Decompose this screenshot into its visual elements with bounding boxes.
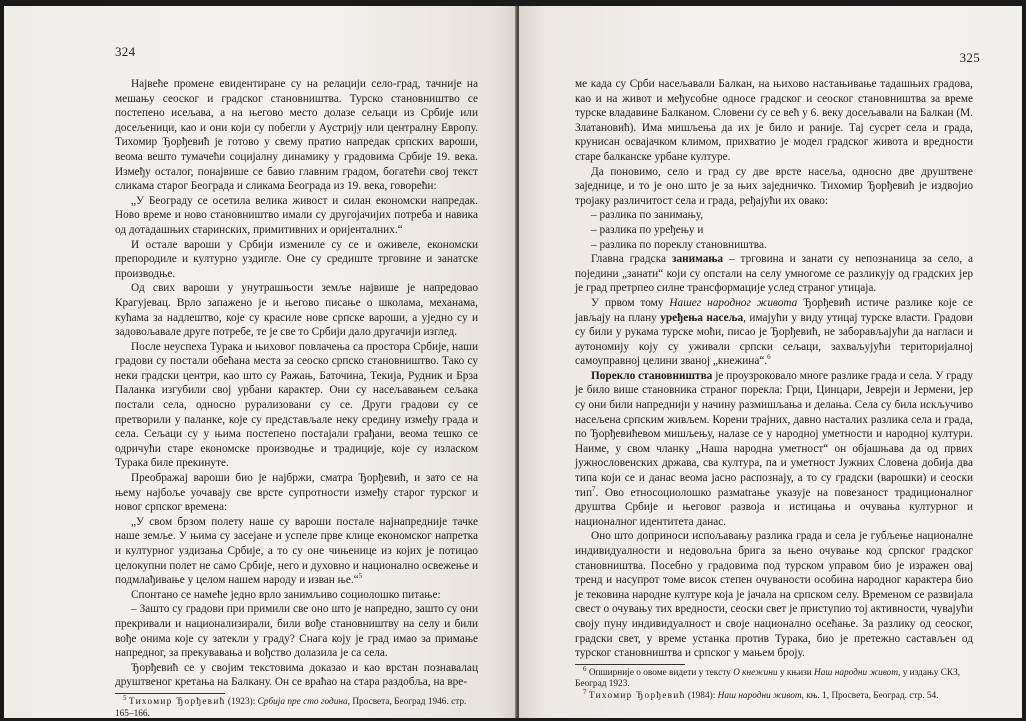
text-run: – трговина и занати су непознаница за село, а поједини „занати“ који су опстали на селу умногоме се разликују од градских јер је град претрпео силне трансформације услед страног утицаја. (575, 253, 973, 295)
footnote-rule (575, 664, 685, 665)
footnote (575, 687, 973, 703)
footnote (575, 664, 973, 691)
footnote-mark: 6 (583, 664, 587, 673)
text-run: је проузроковало многе разлике града и села. У граду је било више становника страног порекла: Грци, Цинцари, Јевреји и Јермени, јер су они били напреднији у начину размишљања и делања. Села су била искључиво насељена српским живљем. Корени трајних, давно насталих разлика села и града, по Ђорђевићевом мишљењу, налазе се у народној уметности и народној култури. Наиме, у свом чланку „Наша народна уметност“ он објашњава да од првих јужнословенских држава, сва култура, па и уметност Јужних Словена добија два типа који се и данас веома јасно распознају, а то су градски (варошки) и сеоски тип (575, 369, 973, 499)
footnote-text: Опширније о овоме видети у тексту (588, 667, 734, 678)
bold-term: уређења насеља (660, 311, 744, 324)
italic-title: Нашег народног живота (669, 296, 798, 309)
quote-text: „У свом брзом полету наше су вароши постале најнапредније тачке наше земље. У њима су засејане и успеле прве клице економског напретка и културног уздизања Србије, а то су оне чињенице из којих је потицао целокупни полет не само Србије, него и духовно и национално освежење и подмлађивање у целом нашем народу и изван ње.“ (115, 515, 478, 587)
left-page (4, 6, 517, 718)
paragraph (575, 252, 973, 296)
right-page-body (575, 77, 973, 703)
text-run: Главна градска (591, 253, 672, 266)
footnote-title: Наш народни живот (717, 690, 802, 701)
right-page (519, 6, 1022, 718)
page-number-left: 324 (115, 44, 136, 59)
footnote-mark: 7 (583, 687, 587, 696)
paragraph: Оно што доприноси испољавању разлика града и села је губљење националне индивидуалности и недовољна брига за њено очување код српског градског становништва. Посебно у градовима под турском управом био је изражен овај тренд и насупрот томе висок степен очуваности особина народног карактера био је тековина народне културе која је јачала на српском селу. Временом се развијала свест о очувању тих вредности, сеоски свет је приступио тој активности, чувајући своју пуну индивидуалност и своје национално осећање. За разлику од сеоског, градски свет, у време устанка против Турака, био је претежно састављен од турског становништва и српског у мањем броју. (575, 530, 973, 660)
text-run: , имајући у виду утицај турске власти. Градови су били у рукама турске моћи, писао је Ђорђевић, не заборављајући да нагласи и аутономију коју су уживали српски сељаци, захваљујући територијалној самоуправној целини званој „кнежина“. (575, 311, 973, 368)
footnote-year: (1923): (227, 696, 256, 707)
paragraph: После неуспеха Турака и њиховог повлачења са простора Србије, наши градови су постали обећана места за сеоско српско становништво. Тако су неки градски центри, као што су Ражањ, Баточина, Текија, Рудник и Брза Паланка изгубили свој урбани карактер. Они су насељавањем сељака постали села, односно рурализовани су се. Други градови су се претворили у паланке, које су представљале неку средину између града и села. Сељаци су у њима постепено постајали грађани, веома тешко се одричући старе економске производње и традиције, које су изласком Турака биле прекинуте. (115, 340, 478, 470)
footnote-ref: 6 (767, 353, 771, 362)
footnote-title: Србија пре сто година (257, 696, 348, 707)
bold-term: Порекло становништва (591, 369, 713, 382)
paragraph: И остале вароши у Србији измениле су се и оживеле, економски препородиле и културно уздигле. Оне су средиште трговине и занатске производње. (115, 238, 478, 280)
block-quote (115, 194, 478, 238)
paragraph: Ђорђевић се у својим текстовима доказао и као врстан познавалац друштвеног кретања на Балкану. Он се враћао на стара раздобља, на вре- (115, 661, 478, 689)
paragraph: Да поновимо, село и град су две врсте насеља, односно две друштвене заједнице, и то је оно што је за њих заједничко. Тихомир Ђорђевић је издвојио тројаку различитост села и града, ређајући их овако: (575, 165, 973, 207)
footnote (115, 693, 478, 718)
footnote-rest: , у издању СКЗ, Београд 1923. (575, 667, 961, 690)
footnote-author: Тихомир Ђорђевић (588, 690, 686, 701)
paragraph: – Зашто су градови при примили све оно што је напредно, зашто су они прекривали и национализирали, били вође становништву на селу и били вође онима које су затекли у граду? Снага коју је град имао за примање напредног, за прекувавања и вођство долазила је са села. (115, 603, 478, 660)
paragraph (575, 369, 973, 530)
paragraph: ме када су Срби насељавали Балкан, на њихово настањивање тадашњих градова, као и на живот и међусобне односе градског и сеоског становништва за време турске владавине Балканом. Словени су се већ у 6. веку досељавали на Балкан (М. Златановић). Има мишљења да их је било и раније. Тај сусрет села и града, крунисан освајачком климом, прихватио је модел градског живота и вредности старе балканске урбане културе. (575, 78, 973, 163)
text-run: Ђорђевић истиче разлике које се јављају на плану (575, 296, 973, 324)
footnote-text: у књизи (777, 667, 815, 678)
footnote-mark: 5 (123, 693, 127, 702)
text-run: У првом тому (591, 296, 670, 309)
footnote-ref: 7 (592, 484, 596, 493)
footnote-rule (115, 693, 225, 694)
block-quote (115, 515, 478, 588)
footnote-title: Наш народни живот (814, 667, 899, 678)
list-item: – разлика по уређењу и (591, 223, 704, 236)
list-item: – разлика по пореклу становништва. (591, 238, 767, 251)
paragraph: Од свих вароши у унутрашњости земље највише је напредовао Крагујевац. Врло запажено је и његово писање о школама, механама, кућама за надлештво, које су красиле нове српске вароши, а уједно су и задовољавале друге потребе, те је све то Србији дало другачији изглед. (115, 282, 478, 339)
paragraph: Преображај вароши био је најбржи, сматра Ђорђевић, и зато се на њему најбоље уочавају све врсте супротности између старог турског и новог српског времена: (115, 472, 478, 514)
paragraph: Највеће промене евидентиране су на релацији село-град, тачније на мешању сеоског и градског становништва. Турско становништво се постепено исељава, а на његово место долазе сељаци из Србије или досељеници, као и они који су побегли у Аустрију или централну Европу. Тихомир Ђорђевић је готово у свему пратио напредак српских вароши, веома вешто тумачећи социјалну динамику у градовима Србије 19. века. Између осталог, понајвише се бавио главним градом, богатећи свој текст сликама старог Београда и сликама Београда из 19. века, говорећи: (115, 78, 478, 193)
quote-text: „У Београду се осетила велика живост и силан економски напредак. Ново време и ново становништво имали су другојачијих потреба и навика од дотадашњих старинских, примитивних и оријенталних.“ (115, 194, 478, 236)
page-number-right: 325 (959, 50, 980, 65)
paragraph (575, 296, 973, 369)
footnote-year: (1984): (687, 690, 716, 701)
footnote-author: Тихомир Ђорђевић (128, 696, 226, 707)
footnote-rest: , књ. 1, Просвета, Београд. стр. 54. (801, 690, 939, 701)
footnote-rest: , Просвета, Београд 1946. стр. 165–166. (115, 696, 467, 718)
list-item: – разлика по занимању, (591, 209, 704, 222)
bold-term: занимања (671, 253, 724, 266)
footnote-ref: 5 (358, 572, 363, 581)
footnote-title: О кнежини (733, 667, 778, 678)
text-run: . Ово етносоциолошко размatrање указује на повезаност традиционалног друштва Србије и његовог развоја и истицања и очувања културног и националног идентитета данас. (575, 486, 973, 528)
left-page-body (115, 77, 478, 718)
paragraph: Спонтано се намеће једно врло занимљиво социолошко питање: (131, 588, 441, 601)
